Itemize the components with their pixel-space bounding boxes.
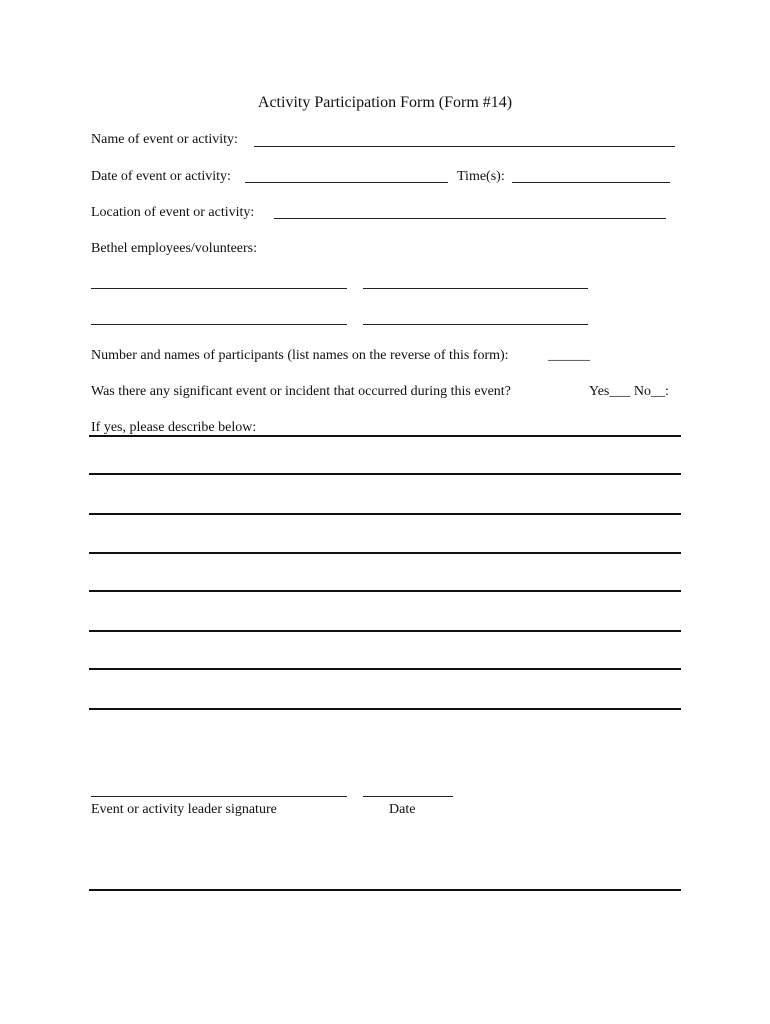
description-line-6[interactable] [89, 630, 681, 632]
description-line-4[interactable] [89, 552, 681, 554]
event-location-field[interactable] [274, 218, 666, 219]
event-name-field[interactable] [254, 146, 675, 147]
description-line-7[interactable] [89, 668, 681, 670]
signature-date-field[interactable] [363, 796, 453, 797]
incident-question: Was there any significant event or incident that occurred during this event? [91, 384, 511, 399]
incident-yes-no[interactable]: Yes___ No__: [589, 384, 669, 399]
form-title: Activity Participation Form (Form #14) [257, 94, 513, 111]
description-line-5[interactable] [89, 590, 681, 592]
event-times-field[interactable] [512, 182, 670, 183]
participants-count-field[interactable]: ______ [548, 348, 590, 363]
employee-field-3[interactable] [91, 324, 347, 325]
event-times-label: Time(s): [457, 169, 505, 184]
description-line-1[interactable] [89, 435, 681, 437]
employee-field-4[interactable] [363, 324, 588, 325]
event-name-label: Name of event or activity: [91, 132, 238, 147]
bottom-rule [89, 889, 681, 891]
description-line-3[interactable] [89, 513, 681, 515]
event-location-label: Location of event or activity: [91, 205, 255, 220]
participants-label: Number and names of participants (list names on the reverse of this form): [91, 348, 509, 363]
employee-field-1[interactable] [91, 288, 347, 289]
description-line-2[interactable] [89, 473, 681, 475]
signature-field[interactable] [91, 796, 347, 797]
describe-label: If yes, please describe below: [91, 420, 257, 435]
employee-field-2[interactable] [363, 288, 588, 289]
description-line-8[interactable] [89, 708, 681, 710]
signature-label: Event or activity leader signature [91, 802, 277, 817]
employees-label: Bethel employees/volunteers: [91, 241, 258, 256]
event-date-label: Date of event or activity: [91, 169, 231, 184]
event-date-field[interactable] [245, 182, 448, 183]
signature-date-label: Date [389, 802, 416, 817]
